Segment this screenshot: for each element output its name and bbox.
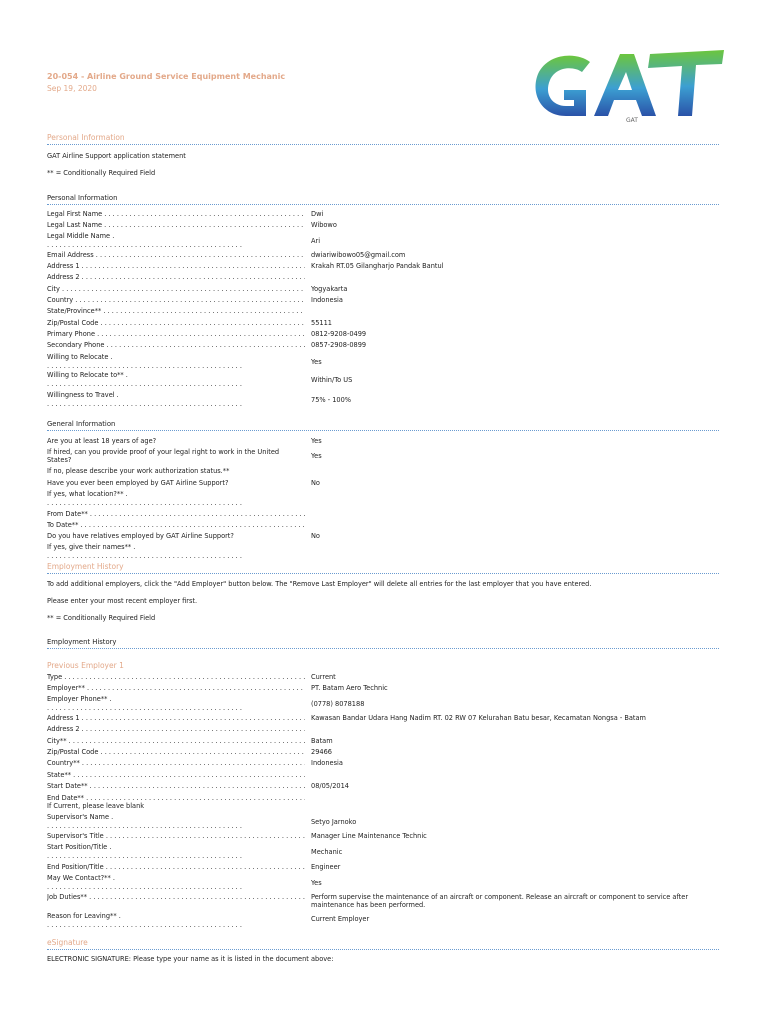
field-value: Engineer (311, 863, 341, 871)
field-legal-middle-name (47, 232, 719, 252)
field-willing-to-relocate-to (47, 371, 719, 391)
field-label: Willingness to Travel . (47, 391, 119, 399)
field-label: Type . . . (47, 673, 305, 681)
field-willingness-to-travel (47, 391, 719, 411)
field-label: Zip/Postal Code . . . (47, 319, 305, 327)
field-label: State/Province** . . . (47, 307, 305, 315)
field-label: Supervisor's Title . . . (47, 832, 305, 840)
field-value: Manager Line Maintenance Technic (311, 832, 427, 840)
field-employer-state (47, 771, 719, 782)
field-country (47, 296, 719, 307)
gat-logo (528, 44, 726, 126)
field-employer-phone (47, 695, 719, 715)
document-date: Sep 19, 2020 (47, 84, 97, 93)
field-value: Mechanic (311, 848, 343, 856)
field-label: Reason for Leaving** . (47, 912, 121, 920)
field-relatives-names (47, 543, 719, 563)
field-label: City . . . (47, 285, 305, 293)
field-from-date (47, 510, 719, 521)
field-employer-country (47, 759, 719, 770)
field-supervisor-title (47, 832, 719, 843)
field-label: Address 1 . . . (47, 262, 305, 270)
field-label: If yes, give their names** . (47, 543, 136, 551)
field-value: Kawasan Bandar Udara Hang Nadim RT. 02 RW 07 Kelurahan Batu besar, Kecamatan Nongsa - Batam (311, 714, 646, 722)
job-duties-value: Perform supervise the maintenance of an aircraft or component. Release an aircraft or component to service after maintenance has been performed. (311, 893, 689, 909)
document-header (0, 0, 768, 130)
field-label: To Date** . . . (47, 521, 305, 529)
application-statement: GAT Airline Support application statement (47, 152, 186, 160)
field-label: Employer Phone** . (47, 695, 112, 703)
field-employer-zip (47, 748, 719, 759)
end-date-note: If Current, please leave blank (47, 802, 145, 810)
field-city (47, 285, 719, 296)
field-label: If yes, what location?** . (47, 490, 128, 498)
field-state-province (47, 307, 719, 318)
answer-relatives-employed: No (311, 532, 320, 540)
field-value: 0812-9208-0499 (311, 330, 367, 338)
field-address-1 (47, 262, 719, 273)
question-legal-right-to-work: If hired, can you provide proof of your legal right to work in the United States? (47, 448, 280, 464)
field-label: Primary Phone . . . (47, 330, 305, 338)
field-secondary-phone (47, 341, 719, 352)
answer-legal-right-to-work: Yes (311, 452, 322, 460)
answer-age: Yes (311, 437, 322, 445)
section-personal-information: Personal Information (47, 133, 719, 145)
field-value: Setyo Jarnoko (311, 818, 357, 826)
field-value: Indonesia (311, 759, 343, 767)
field-label: Legal Middle Name . (47, 232, 115, 240)
field-supervisor-name (47, 813, 719, 833)
field-value: Ari (311, 237, 321, 245)
section-employment-history: Employment History (47, 562, 719, 574)
field-willing-to-relocate (47, 353, 719, 373)
field-label: Willing to Relocate to** . (47, 371, 128, 379)
field-value: Yogyakarta (311, 285, 348, 293)
previous-employer-heading: Previous Employer 1 (47, 661, 124, 670)
field-employer-city (47, 737, 719, 748)
field-label: Address 1 . . . (47, 714, 305, 722)
field-start-date (47, 782, 719, 793)
field-value: 29466 (311, 748, 332, 756)
field-label: Start Position/Title . (47, 843, 112, 851)
field-legal-last-name (47, 221, 719, 232)
field-employer-address-2 (47, 725, 719, 736)
field-value: 55111 (311, 319, 332, 327)
field-end-position (47, 863, 719, 874)
field-label: Job Duties** . . . (47, 893, 305, 901)
field-label: Address 2 . . . (47, 273, 305, 281)
field-value: Within/To US (311, 376, 353, 384)
field-label: Legal First Name . . . (47, 210, 305, 218)
field-value: Dwi (311, 210, 324, 218)
question-previously-employed: Have you ever been employed by GAT Airline Support? (47, 479, 229, 487)
field-value: Yes (311, 358, 322, 366)
field-label: Willing to Relocate . (47, 353, 113, 361)
section-esignature: eSignature (47, 938, 719, 950)
question-work-authorization: If no, please describe your work authorization status.** (47, 467, 230, 475)
field-label: End Position/Title . . . (47, 863, 305, 871)
question-relatives-employed: Do you have relatives employed by GAT Airline Support? (47, 532, 234, 540)
field-value: (0778) 8078188 (311, 700, 365, 708)
field-label: Address 2 . . . (47, 725, 305, 733)
field-value: Krakah RT.05 Gilangharjo Pandak Bantul (311, 262, 444, 270)
field-employer (47, 684, 719, 695)
field-to-date (47, 521, 719, 532)
recent-employer-note: Please enter your most recent employer first. (47, 597, 198, 605)
subsection-employment-history: Employment History (47, 638, 719, 649)
field-value: Current (311, 673, 336, 681)
field-address-2 (47, 273, 719, 284)
field-zip-postal-code (47, 319, 719, 330)
job-title: 20-054 - Airline Ground Service Equipment Mechanic (47, 72, 286, 81)
field-value: 0857-2908-0899 (311, 341, 367, 349)
field-value: Current Employer (311, 915, 370, 923)
field-primary-phone (47, 330, 719, 341)
field-label: Legal Last Name . . . (47, 221, 305, 229)
question-age: Are you at least 18 years of age? (47, 437, 157, 445)
field-end-date (47, 794, 719, 805)
field-value: Wibowo (311, 221, 337, 229)
subsection-personal-information: Personal Information (47, 194, 719, 205)
field-label: Email Address . . . (47, 251, 305, 259)
field-email-address (47, 251, 719, 262)
logo-text: GAT (626, 117, 638, 124)
field-previous-location (47, 490, 719, 510)
field-label: From Date** . . . (47, 510, 305, 518)
field-label: Country** . . . (47, 759, 305, 767)
field-label: May We Contact?** . (47, 874, 115, 882)
esignature-instructions: ELECTRONIC SIGNATURE: Please type your name as it is listed in the document above: (47, 955, 334, 963)
field-value: dwiariwibowo05@gmail.com (311, 251, 406, 259)
field-label: Supervisor's Name . (47, 813, 114, 821)
field-label: Secondary Phone . . . (47, 341, 305, 349)
field-start-position (47, 843, 719, 863)
answer-previously-employed: No (311, 479, 320, 487)
field-value: Batam (311, 737, 333, 745)
field-employer-address-1 (47, 714, 719, 725)
field-legal-first-name (47, 210, 719, 221)
field-label: Employer** . . . (47, 684, 305, 692)
field-reason-for-leaving (47, 912, 719, 932)
field-label: Zip/Postal Code . . . (47, 748, 305, 756)
field-value: Indonesia (311, 296, 343, 304)
field-value: 75% - 100% (311, 396, 352, 404)
field-employer-type (47, 673, 719, 684)
field-value: Yes (311, 879, 322, 887)
field-label: Country . . . (47, 296, 305, 304)
employer-instructions: To add additional employers, click the "Add Employer" button below. The "Remove Last Employer" will delete all entries for the last employer that you have entered. (47, 580, 592, 588)
field-label: Start Date** . . . (47, 782, 305, 790)
field-value: PT. Batam Aero Technic (311, 684, 388, 692)
field-value: 08/05/2014 (311, 782, 350, 790)
conditional-note-employment: ** = Conditionally Required Field (47, 614, 156, 622)
subsection-general-information: General Information (47, 420, 719, 431)
field-label: City** . . . (47, 737, 305, 745)
conditional-note: ** = Conditionally Required Field (47, 169, 156, 177)
field-label: End Date** . . . (47, 794, 305, 802)
field-may-we-contact (47, 874, 719, 894)
field-label: State** . . . (47, 771, 305, 779)
